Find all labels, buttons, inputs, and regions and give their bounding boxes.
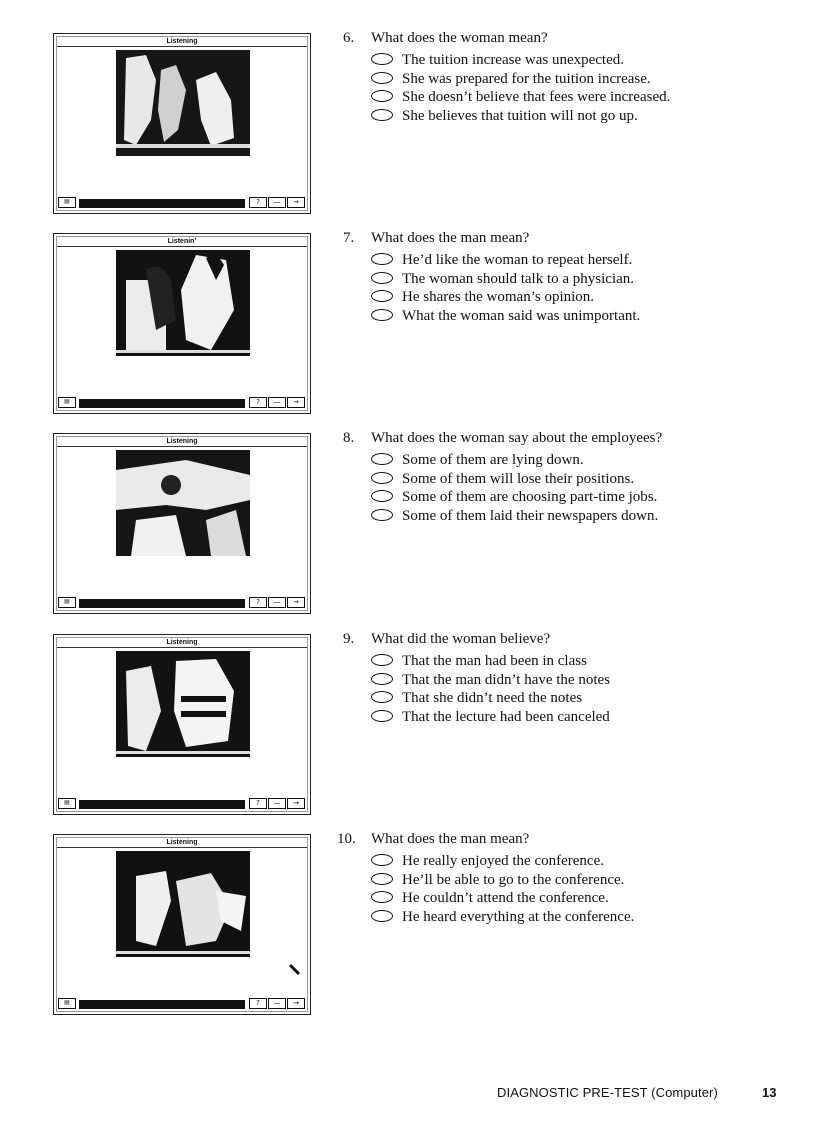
screen-toolbar	[57, 997, 307, 1011]
video-frame	[116, 450, 250, 556]
radio-bubble[interactable]	[371, 910, 393, 922]
question-stem: What does the man mean?	[371, 831, 530, 847]
answer-option[interactable]	[371, 507, 658, 525]
next-icon[interactable]: →	[287, 397, 305, 408]
radio-bubble[interactable]	[371, 53, 393, 65]
help-icon[interactable]: ?	[249, 197, 267, 208]
question-number: 10.	[337, 831, 356, 847]
volume-icon[interactable]: ▤	[58, 397, 76, 408]
video-frame	[116, 250, 250, 356]
answer-option[interactable]	[371, 307, 640, 325]
ok-icon[interactable]: —	[268, 197, 286, 208]
answer-option[interactable]	[371, 451, 584, 469]
video-screen	[53, 634, 311, 815]
screen-title: Listening	[57, 638, 307, 648]
question-stem: What does the woman mean?	[371, 30, 548, 46]
radio-bubble[interactable]	[371, 710, 393, 722]
video-screen	[53, 834, 311, 1015]
progress-bar	[79, 399, 245, 408]
question-number: 6.	[343, 30, 355, 46]
volume-icon[interactable]: ▤	[58, 798, 76, 809]
footer-title: DIAGNOSTIC PRE-TEST (Computer)	[497, 1085, 718, 1100]
option-text: She was prepared for the tuition increase.	[402, 70, 651, 87]
volume-icon[interactable]: ▤	[58, 197, 76, 208]
option-text: He shares the woman’s opinion.	[402, 289, 595, 306]
screen-title: Listeninʼ	[57, 237, 307, 247]
video-frame	[116, 851, 250, 957]
answer-option[interactable]	[371, 889, 609, 907]
question-stem: What did the woman believe?	[371, 631, 551, 647]
answer-option[interactable]	[371, 107, 638, 125]
radio-bubble[interactable]	[371, 290, 393, 302]
help-icon[interactable]: ?	[249, 998, 267, 1009]
video-screen	[53, 33, 311, 214]
answer-option[interactable]	[371, 88, 670, 106]
stray-mark	[288, 963, 302, 977]
option-text: That the lecture had been canceled	[402, 709, 610, 726]
answer-option[interactable]	[371, 871, 624, 889]
help-icon[interactable]: ?	[249, 798, 267, 809]
answer-option[interactable]	[371, 708, 610, 726]
radio-bubble[interactable]	[371, 854, 393, 866]
answer-option[interactable]	[371, 51, 624, 69]
option-text: Some of them are choosing part-time jobs.	[402, 489, 658, 506]
screen-toolbar	[57, 396, 307, 410]
screen-title: Listening	[57, 838, 307, 848]
radio-bubble[interactable]	[371, 109, 393, 121]
screen-toolbar	[57, 797, 307, 811]
radio-bubble[interactable]	[371, 490, 393, 502]
radio-bubble[interactable]	[371, 891, 393, 903]
volume-icon[interactable]: ▤	[58, 597, 76, 608]
page-number: 13	[762, 1085, 777, 1100]
radio-bubble[interactable]	[371, 453, 393, 465]
answer-option[interactable]	[371, 270, 634, 288]
option-text: He really enjoyed the conference.	[402, 853, 604, 869]
option-text: He couldn’t attend the conference.	[402, 890, 609, 907]
progress-bar	[79, 800, 245, 809]
video-screen	[53, 233, 311, 414]
video-frame	[116, 50, 250, 156]
answer-option[interactable]	[371, 251, 632, 269]
radio-bubble[interactable]	[371, 509, 393, 521]
next-icon[interactable]: →	[287, 798, 305, 809]
option-text: The tuition increase was unexpected.	[402, 52, 624, 68]
option-text: She believes that tuition will not go up.	[402, 108, 638, 125]
option-text: She doesn’t believe that fees were increased.	[402, 89, 671, 106]
question-number: 8.	[343, 430, 355, 446]
answer-option[interactable]	[371, 470, 634, 488]
answer-option[interactable]	[371, 689, 582, 707]
radio-bubble[interactable]	[371, 691, 393, 703]
radio-bubble[interactable]	[371, 272, 393, 284]
answer-option[interactable]	[371, 908, 634, 926]
screen-toolbar	[57, 196, 307, 210]
next-icon[interactable]: →	[287, 597, 305, 608]
screen-title: Listening	[57, 437, 307, 447]
radio-bubble[interactable]	[371, 72, 393, 84]
option-text: Some of them laid their newspapers down.	[402, 508, 659, 525]
progress-bar	[79, 599, 245, 608]
screen-title: Listening	[57, 37, 307, 47]
radio-bubble[interactable]	[371, 90, 393, 102]
option-text: He’ll be able to go to the conference.	[402, 871, 625, 888]
video-frame	[116, 651, 250, 757]
option-text: He’d like the woman to repeat herself.	[402, 252, 633, 268]
question-stem: What does the woman say about the employees?	[371, 430, 663, 446]
video-screen	[53, 433, 311, 614]
question-number: 9.	[343, 631, 355, 647]
ok-icon[interactable]: —	[268, 998, 286, 1009]
radio-bubble[interactable]	[371, 673, 393, 685]
answer-option[interactable]	[371, 652, 587, 670]
question-number: 7.	[343, 230, 355, 246]
screen-toolbar	[57, 596, 307, 610]
help-icon[interactable]: ?	[249, 597, 267, 608]
option-text: He heard everything at the conference.	[402, 909, 635, 926]
radio-bubble[interactable]	[371, 472, 393, 484]
ok-icon[interactable]: —	[268, 798, 286, 809]
option-text: That she didn’t need the notes	[402, 690, 583, 707]
next-icon[interactable]: →	[287, 197, 305, 208]
question-stem: What does the man mean?	[371, 230, 530, 246]
ok-icon[interactable]: —	[268, 597, 286, 608]
option-text: That the man had been in class	[402, 653, 587, 669]
answer-option[interactable]	[371, 488, 657, 506]
next-icon[interactable]: →	[287, 998, 305, 1009]
answer-option[interactable]	[371, 288, 594, 306]
answer-option[interactable]	[371, 671, 610, 689]
answer-option[interactable]	[371, 852, 604, 870]
radio-bubble[interactable]	[371, 873, 393, 885]
help-icon[interactable]: ?	[249, 397, 267, 408]
option-text: Some of them will lose their positions.	[402, 470, 635, 487]
radio-bubble[interactable]	[371, 654, 393, 666]
radio-bubble[interactable]	[371, 309, 393, 321]
option-text: The woman should talk to a physician.	[402, 270, 635, 287]
option-text: Some of them are lying down.	[402, 452, 584, 468]
radio-bubble[interactable]	[371, 253, 393, 265]
ok-icon[interactable]: —	[268, 397, 286, 408]
progress-bar	[79, 199, 245, 208]
progress-bar	[79, 1000, 245, 1009]
option-text: What the woman said was unimportant.	[402, 308, 641, 325]
option-text: That the man didn’t have the notes	[402, 671, 611, 688]
answer-option[interactable]	[371, 70, 651, 88]
volume-icon[interactable]: ▤	[58, 998, 76, 1009]
